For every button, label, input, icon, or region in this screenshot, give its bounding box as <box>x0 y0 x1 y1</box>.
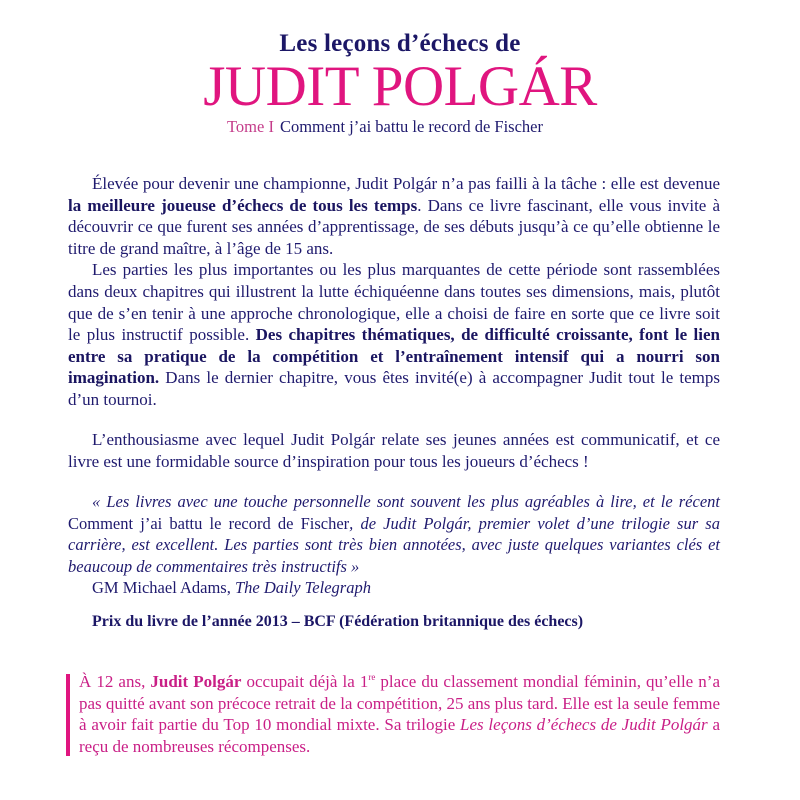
emphasis: Des chapitres thématiques, de difficulté croissante, font le lien entre sa pratique de la compétition et l’entraînement intensif qui a nourri son imagination. <box>68 325 720 388</box>
quote-text <box>68 491 720 577</box>
quote-part: « Les livres avec une touche personnelle sont souvent les plus agréables à lire, et le récent <box>92 492 720 511</box>
text-span: occupait déjà la 1 <box>241 672 369 691</box>
quote-attribution <box>68 577 720 599</box>
text-span: À 12 ans, <box>79 672 151 691</box>
quote-publication: The Daily Telegraph <box>234 578 371 598</box>
description-paragraph-3: L’enthousiasme avec lequel Judit Polgár relate ses jeunes années est communicatif, et ce livre est une formidable source d’inspiration pour tous les joueurs d’échecs ! <box>68 430 720 471</box>
press-quote <box>68 491 720 599</box>
author-name: JUDIT POLGÁR <box>203 55 597 118</box>
bio-text <box>79 671 720 757</box>
bio-name: Judit Polgár <box>150 672 242 691</box>
trilogy-title: Les leçons d’échecs de Judit Polgár <box>460 715 708 734</box>
text-span: Les parties les plus importantes ou les plus marquantes de cette période sont rassemblées dans deux chapitres qui illustrent la lutte échiquéenne dans toutes ses dimensions, mais, plutôt que de s’en tenir à une approche chronologique, elle a choisi de faire en sorte que ce livre soit le plus instructif possible. <box>68 260 720 345</box>
text-span: Élevée pour devenir une championne, Judit Polgár n’a pas failli à la tâche : elle est devenue <box>92 174 720 193</box>
text-span: place du classement mondial féminin, qu’elle n’a pas quitté avant son précoce retrait de la compétition, 25 ans plus tard. Elle est la seule femme à avoir fait partie du Top 10 mondial mixte. Sa trilogie <box>79 672 720 734</box>
emphasis: la meilleure joueuse d’échecs de tous les temps <box>68 195 418 215</box>
quoted-book-title: Comment j’ai battu le record de Fischer <box>68 513 350 533</box>
accent-bar <box>66 674 70 756</box>
quote-part: , de Judit Polgár, premier volet d’une trilogie sur sa carrière, est excellent. Les parties sont très bien annotées, avec juste quelques variantes clés et beaucoup de commentaires très instructifs » <box>68 513 720 576</box>
author-bio <box>66 674 720 756</box>
text-span: Dans le dernier chapitre, vous êtes invité(e) à accompagner Judit tout le temps d’un tournoi. <box>68 368 720 409</box>
award-line: Prix du livre de l’année 2013 – BCF (Fédération britannique des échecs) <box>92 613 584 630</box>
tome-label: Tome I <box>227 117 274 136</box>
text-span: a reçu de nombreuses récompenses. <box>79 715 721 756</box>
subtitle-text: Comment j’ai battu le record de Fischer <box>279 117 543 136</box>
text-span: . Dans ce livre fascinant, elle vous invite à découvrir ce que furent ses années d’apprentissage, de ses débuts jusqu’à ce qu’elle obtienne le titre de grand maître, à l’âge de 15 ans. <box>68 195 720 258</box>
superscript: re <box>368 672 376 682</box>
description-paragraph-2 <box>68 259 720 410</box>
description-closing <box>68 429 720 472</box>
quote-author: GM Michael Adams, <box>92 578 235 598</box>
description <box>68 173 720 411</box>
book-subtitle <box>227 117 543 137</box>
series-title: Les leçons d’échecs de <box>279 30 521 57</box>
description-paragraph-1 <box>68 173 720 259</box>
